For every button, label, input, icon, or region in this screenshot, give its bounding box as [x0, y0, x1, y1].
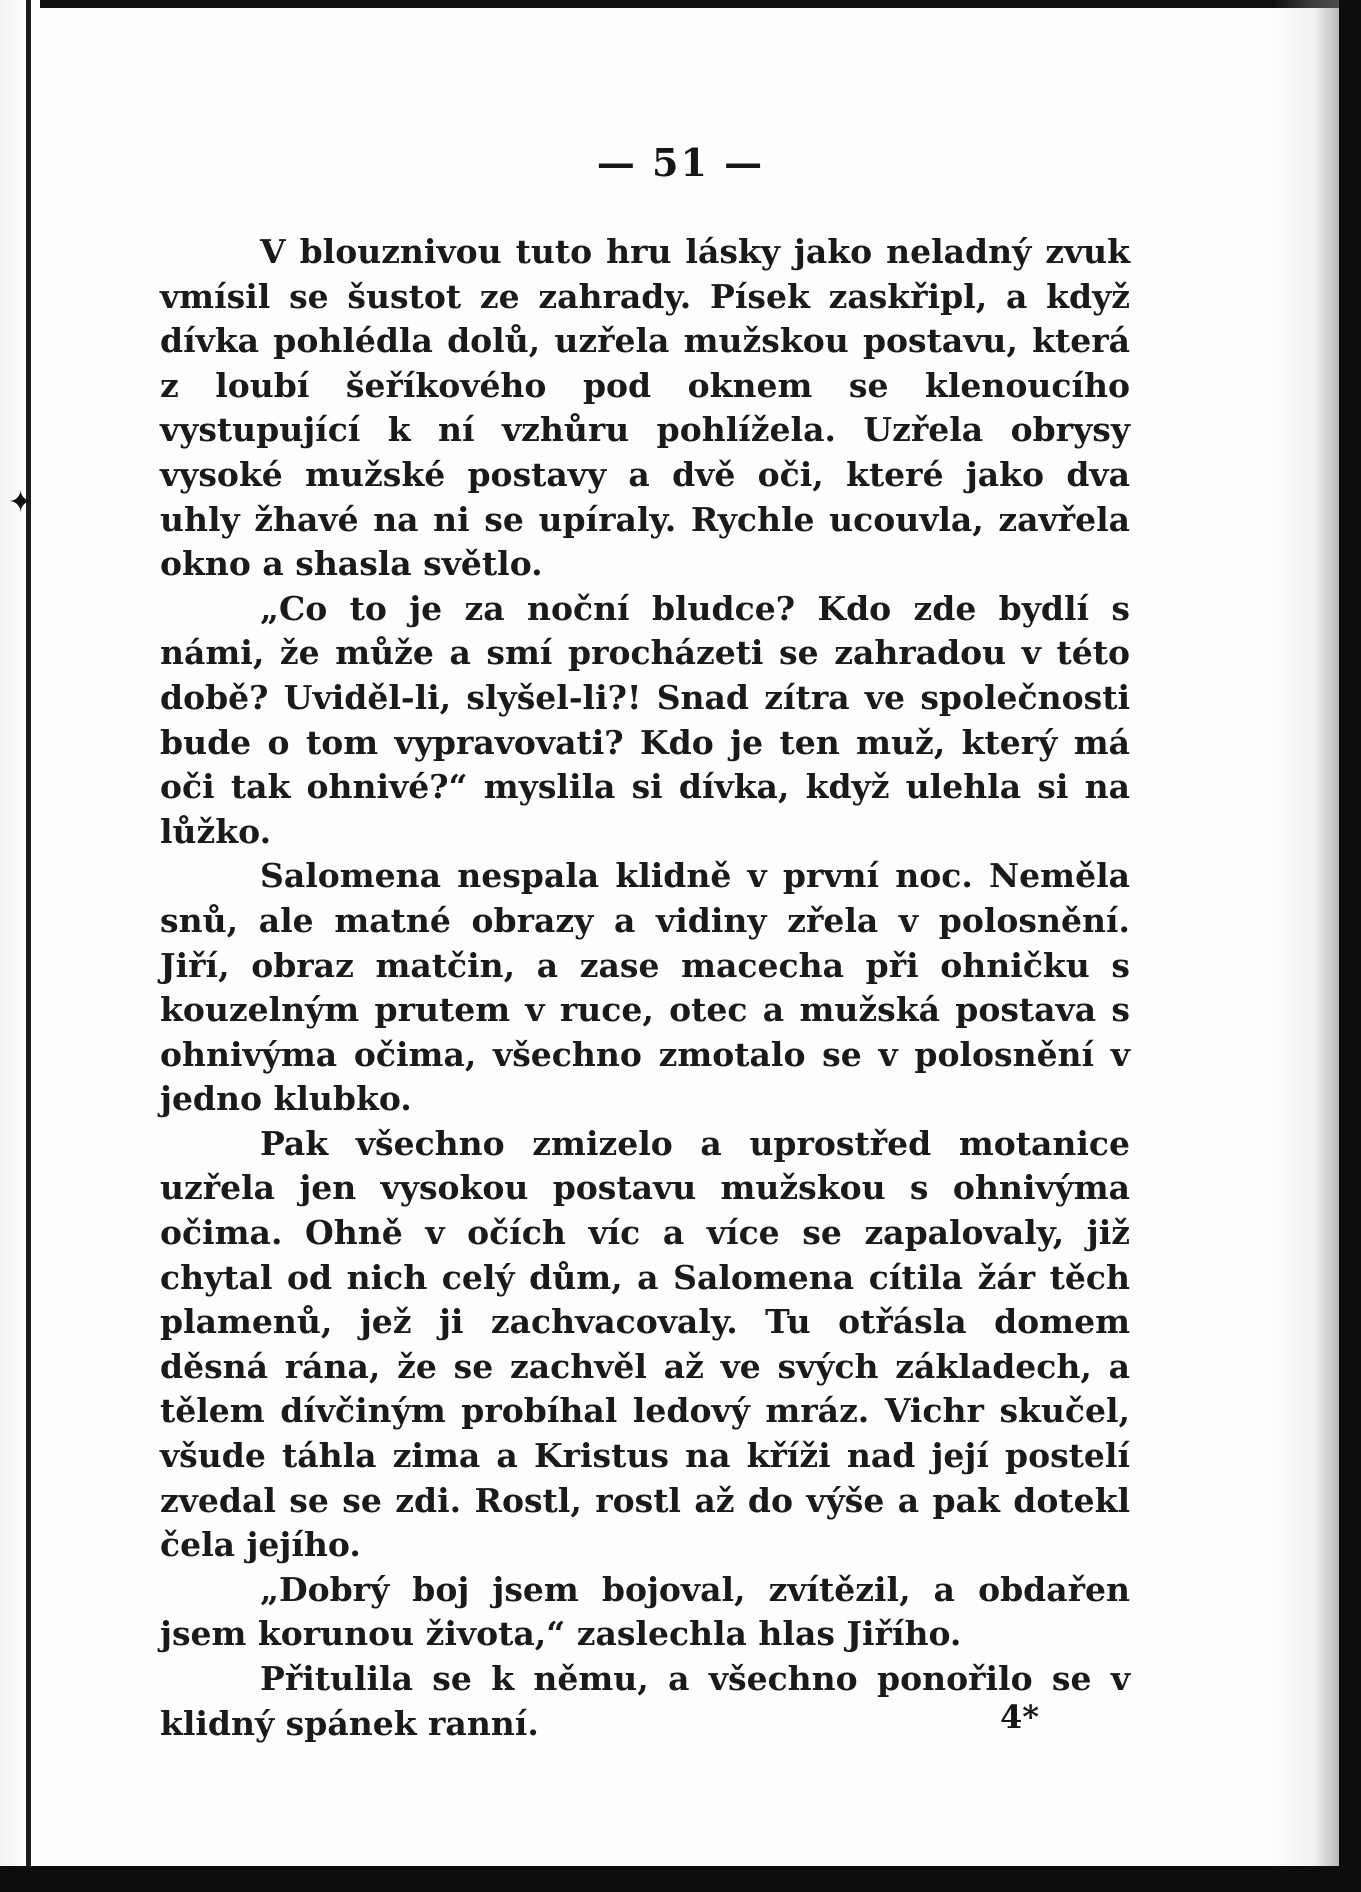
- binding-mark-icon: ✦: [8, 485, 34, 520]
- paragraph: Přitulila se k němu, a všechno ponořilo se v klidný spánek ranní.: [160, 1659, 1130, 1743]
- body-text: [160, 230, 1130, 1746]
- page-number-header: — 51 —: [596, 140, 765, 185]
- paragraph: V blouznivou tuto hru lásky jako neladný zvuk vmísil se šustot ze zahrady. Písek zaskřipl, a když dívka pohlédla dolů, uzřela mužskou postavu, která z loubí šeříkového pod oknem se klenoucího vystupující k ní vzhůru pohlížela. Uzřela obrysy vysoké mužské postavy a dvě oči, které jako dva uhly žhavé na ni se upíraly. Rychle ucouvla, zavřela okno a shasla světlo.: [160, 232, 1130, 584]
- signature-mark: 4*: [1000, 1698, 1039, 1736]
- binding-edge: [0, 0, 40, 1892]
- paragraph: „Dobrý boj jsem bojoval, zvítězil, a obdařen jsem korunou života,“ zaslechla hlas Jiřího.: [160, 1569, 1130, 1654]
- paragraph: Salomena nespala klidně v první noc. Neměla snů, ale matné obrazy a vidiny zřela v polosnění. Jiří, obraz matčin, a zase macecha při ohničku s kouzelným prutem v ruce, otec a mužská postava s ohnivýma očima, všechno zmotalo se v polosnění v jedno klubko.: [160, 856, 1130, 1119]
- binding-rule: [26, 0, 31, 1892]
- paragraph: „Co to je za noční bludce? Kdo zde bydlí s námi, že může a smí procházeti se zahradou v této době? Uviděl-li, slyšel-li?! Snad zítra ve společnosti bude o tom vypravovati? Kdo je ten muž, který má oči tak ohnivé?“ myslila si dívka, když ulehla si na lůžko.: [160, 588, 1130, 851]
- paragraph: Pak všechno zmizelo a uprostřed motanice uzřela jen vysokou postavu mužskou s ohnivýma očima. Ohně v očích víc a více se zapalovaly, již chytal od nich celý dům, a Salomena cítila žár těch plamenů, jež ji zachvacovaly. Tu otřásla domem děsná rána, že se zachvěl až ve svých základech, a tělem dívčiným probíhal ledový mráz. Vichr skučel, všude táhla zima a Kristus na kříži nad její postelí zvedal se se zdi. Rostl, rostl až do výše a pak dotekl čela jejího.: [160, 1123, 1130, 1565]
- scan-edge-top: [0, 0, 1361, 8]
- scan-edge-right: [1339, 0, 1361, 1892]
- scan-edge-fray: [1273, 0, 1343, 1892]
- scan-edge-bottom: [0, 1866, 1361, 1892]
